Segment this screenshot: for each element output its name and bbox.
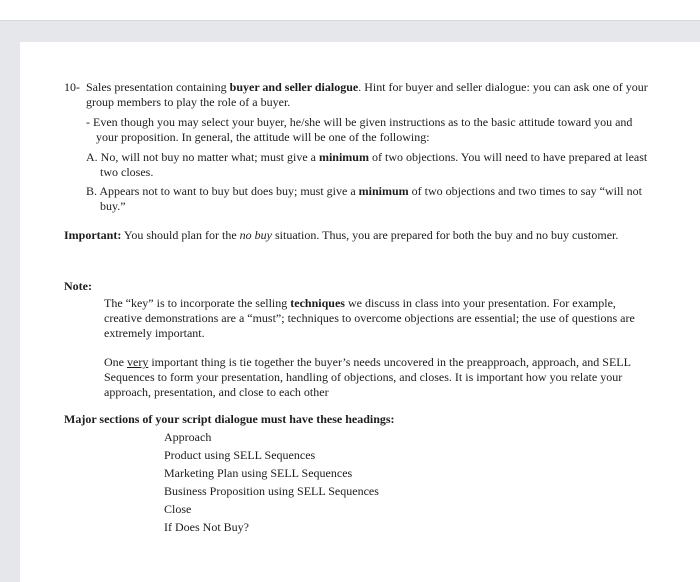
intro-bold: buyer and seller dialogue bbox=[229, 80, 359, 94]
document-page bbox=[20, 42, 700, 582]
attitude-paragraph: - Even though you may select your buyer, he/she will be given instructions as to the basic attitude toward you and your proposition. In general, the attitude will be one of the following: bbox=[86, 115, 633, 144]
heading-item: Approach bbox=[164, 430, 212, 444]
item-intro: Sales presentation containing buyer and seller dialogue. Hint for buyer and seller dialogue: you can ask one of your group members to play the role of a buyer. bbox=[86, 80, 648, 109]
important-label: Important: bbox=[64, 228, 122, 242]
option-b: B. Appears not to want to buy but does buy; must give a minimum of two objections and two times to say “will not buy.” bbox=[86, 184, 642, 213]
heading-item: Product using SELL Sequences bbox=[164, 448, 316, 462]
note-body bbox=[104, 296, 654, 400]
previous-page-edge bbox=[0, 0, 700, 21]
option-a: A. No, will not buy no matter what; must give a minimum of two objections. You will need to have prepared at least two closes. bbox=[86, 150, 648, 179]
note-paragraph-1: The “key” is to incorporate the selling techniques we discuss in class into your presentation. For example, creative demonstrations are a “must”; techniques to overcome objections are essential; the use of questions are extremely important. bbox=[104, 296, 635, 340]
important-paragraph: Important: You should plan for the no buy situation. Thus, you are prepared for both the buy and no buy customer. bbox=[64, 228, 619, 242]
note-label: Note: bbox=[64, 279, 92, 293]
headings-list bbox=[164, 428, 654, 536]
item-number: 10- bbox=[64, 80, 80, 94]
heading-item: Business Proposition using SELL Sequences bbox=[164, 484, 379, 498]
item-10 bbox=[64, 80, 654, 214]
heading-item: If Does Not Buy? bbox=[164, 520, 249, 534]
document-content bbox=[64, 80, 654, 536]
major-sections-heading: Major sections of your script dialogue must have these headings: bbox=[64, 412, 395, 426]
note-paragraph-2: One very important thing is tie together the buyer’s needs uncovered in the preapproach, approach, and SELL Sequences to form your presentation, handling of objections, and closes. It is important how you relate your approach, presentation, and close to each other bbox=[104, 355, 631, 399]
heading-item: Marketing Plan using SELL Sequences bbox=[164, 466, 353, 480]
heading-item: Close bbox=[164, 502, 192, 516]
